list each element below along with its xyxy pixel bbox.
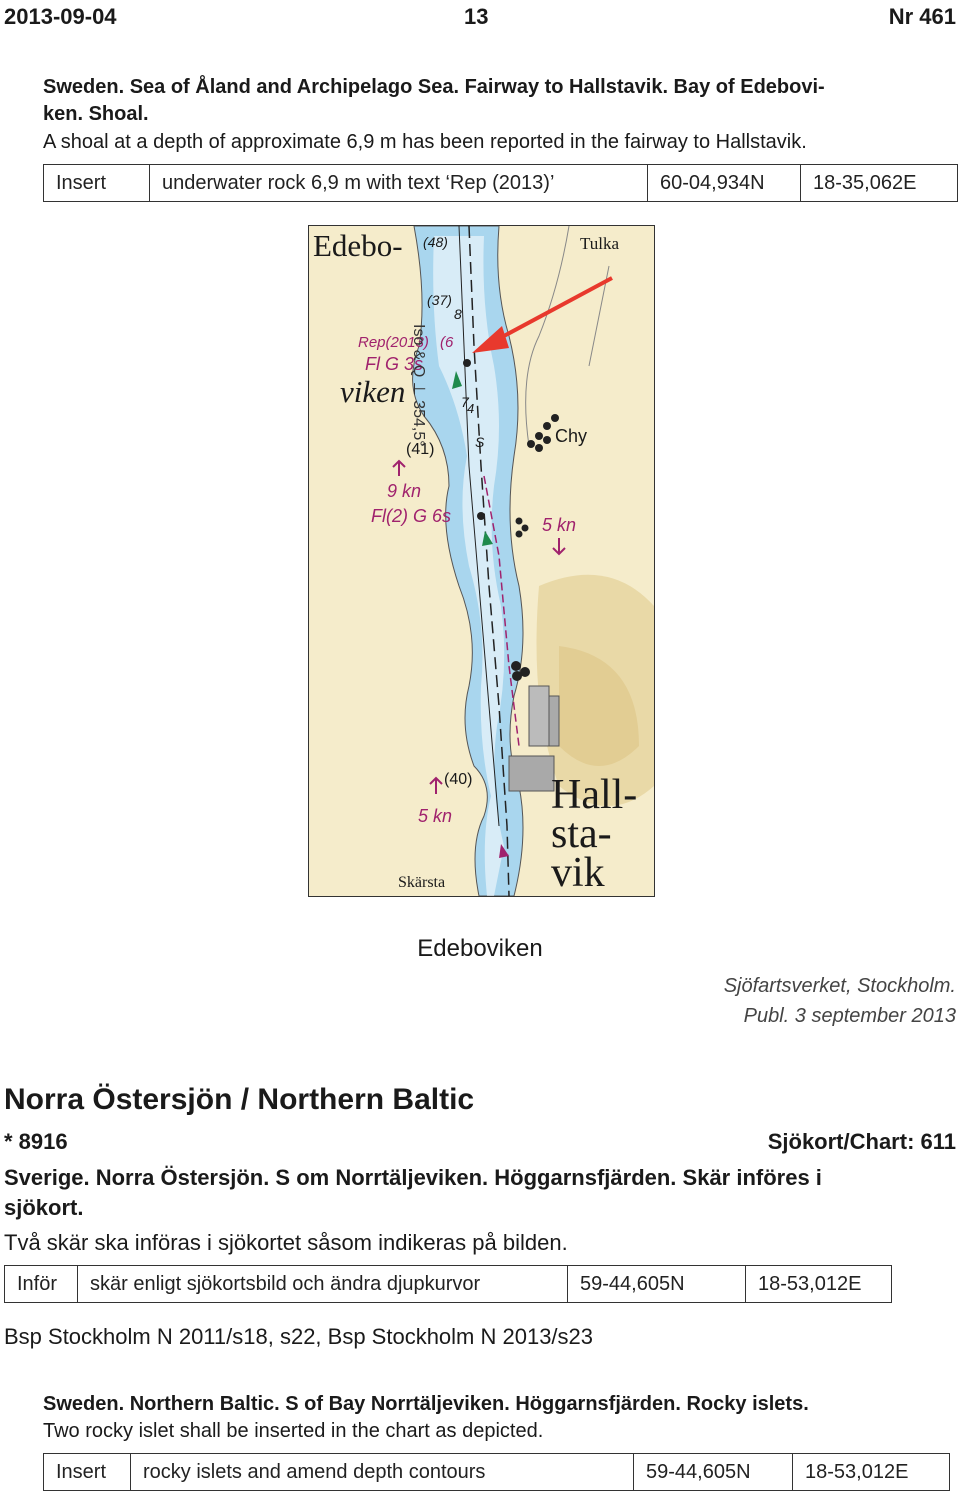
map-label-5kn-right: 5 kn xyxy=(542,515,577,535)
map-caption: Edeboviken xyxy=(417,935,543,962)
table-cell-action: Inför xyxy=(5,1266,78,1303)
table-cell-description: rocky islets and amend depth contours xyxy=(131,1454,634,1491)
notice2-title-sv-line2: sjökort. xyxy=(4,1195,84,1220)
table-cell-action: Insert xyxy=(44,1454,131,1491)
map-label-hallstavik xyxy=(551,772,638,896)
map-label-rep-depth: (6 xyxy=(440,334,454,351)
table-cell-action: Insert xyxy=(44,165,150,202)
notice2-table-sv xyxy=(4,1265,892,1303)
notice2-body-en: Two rocky islet shall be inserted in the chart as depicted. xyxy=(43,1420,544,1442)
map-label-sta: sta- xyxy=(551,811,612,857)
table-cell-description: skär enligt sjökortsbild och ändra djupkurvor xyxy=(78,1266,568,1303)
table-row xyxy=(44,1454,950,1491)
map-label-depth-4: 4 xyxy=(467,401,475,416)
notice2-table-en xyxy=(43,1453,950,1491)
table-cell-description: underwater rock 6,9 m with text ‘Rep (2013)’ xyxy=(150,165,648,202)
notice2-number: * 8916 xyxy=(4,1129,68,1154)
map-label-depth-40: (40) xyxy=(444,771,473,788)
notice2-chart: Sjökort/Chart: 611 xyxy=(767,1129,956,1154)
map-label-bearing: Iso & Q ⊥ 354,5° xyxy=(410,324,427,447)
table-cell-latitude: 59-44,605N xyxy=(634,1454,793,1491)
page-number: 13 xyxy=(464,4,489,29)
map-label-depth-37: (37) xyxy=(427,292,452,308)
map-label-depth-41: (41) xyxy=(406,441,435,458)
chart-map xyxy=(308,225,655,897)
table-cell-latitude: 60-04,934N xyxy=(648,165,801,202)
table-cell-longitude: 18-53,012E xyxy=(746,1266,892,1303)
map-label-skarsta: Skärsta xyxy=(398,874,446,891)
notice-body: A shoal at a depth of approximate 6,9 m has been reported in the fairway to Hallstavik. xyxy=(43,131,807,153)
map-label-hall: Hall- xyxy=(551,772,638,818)
map-label-rep: Rep(2013) xyxy=(358,334,429,351)
section-heading: Norra Östersjön / Northern Baltic xyxy=(4,1083,475,1116)
map-label-s: S xyxy=(475,434,485,450)
map-publication-date: Publ. 3 september 2013 xyxy=(743,1005,956,1027)
notice2-title-en: Sweden. Northern Baltic. S of Bay Norrtäljeviken. Höggarnsfjärden. Rocky islets. xyxy=(43,1393,809,1415)
map-label-viken: viken xyxy=(340,374,406,409)
table-cell-longitude: 18-53,012E xyxy=(793,1454,950,1491)
issue-date: 2013-09-04 xyxy=(4,4,117,29)
map-label-chy: Chy xyxy=(555,426,588,446)
notice-title-line2: ken. Shoal. xyxy=(43,103,149,125)
map-label-depth-8: 8 xyxy=(454,306,462,322)
table-row xyxy=(5,1266,892,1303)
map-label-vik: vik xyxy=(551,850,605,896)
map-label-fl2-g-6s: Fl(2) G 6s xyxy=(371,506,452,526)
notice2-body-sv: Två skär ska införas i sjökortet såsom indikeras på bilden. xyxy=(4,1230,568,1255)
notice2-title-sv xyxy=(4,1163,822,1223)
notice-title xyxy=(43,74,943,128)
map-source: Sjöfartsverket, Stockholm. xyxy=(723,975,956,997)
table-row xyxy=(44,165,958,202)
map-label-tulka: Tulka xyxy=(580,234,620,253)
notice2-reference: Bsp Stockholm N 2011/s18, s22, Bsp Stockholm N 2013/s23 xyxy=(4,1324,594,1349)
table-cell-latitude: 59-44,605N xyxy=(568,1266,746,1303)
map-label-5kn-bottom: 5 kn xyxy=(418,806,453,826)
notice2-title-sv-line1: Sverige. Norra Östersjön. S om Norrtäljeviken. Höggarnsfjärden. Skär införes i xyxy=(4,1165,822,1190)
map-label-fl-g-3s: Fl G 3s xyxy=(365,354,424,374)
map-label-depth-7: 7 xyxy=(461,394,469,410)
notice-table xyxy=(43,164,958,202)
notice-title-line1: Sweden. Sea of Åland and Archipelago Sea. Fairway to Hallstavik. Bay of Edebovi- xyxy=(43,76,825,98)
table-cell-longitude: 18-35,062E xyxy=(801,165,958,202)
notice-number: Nr 461 xyxy=(888,4,956,29)
map-label-9kn: 9 kn xyxy=(387,481,422,501)
map-label-depth-48: (48) xyxy=(423,234,448,250)
map-label-edebo: Edebo- xyxy=(313,228,403,263)
